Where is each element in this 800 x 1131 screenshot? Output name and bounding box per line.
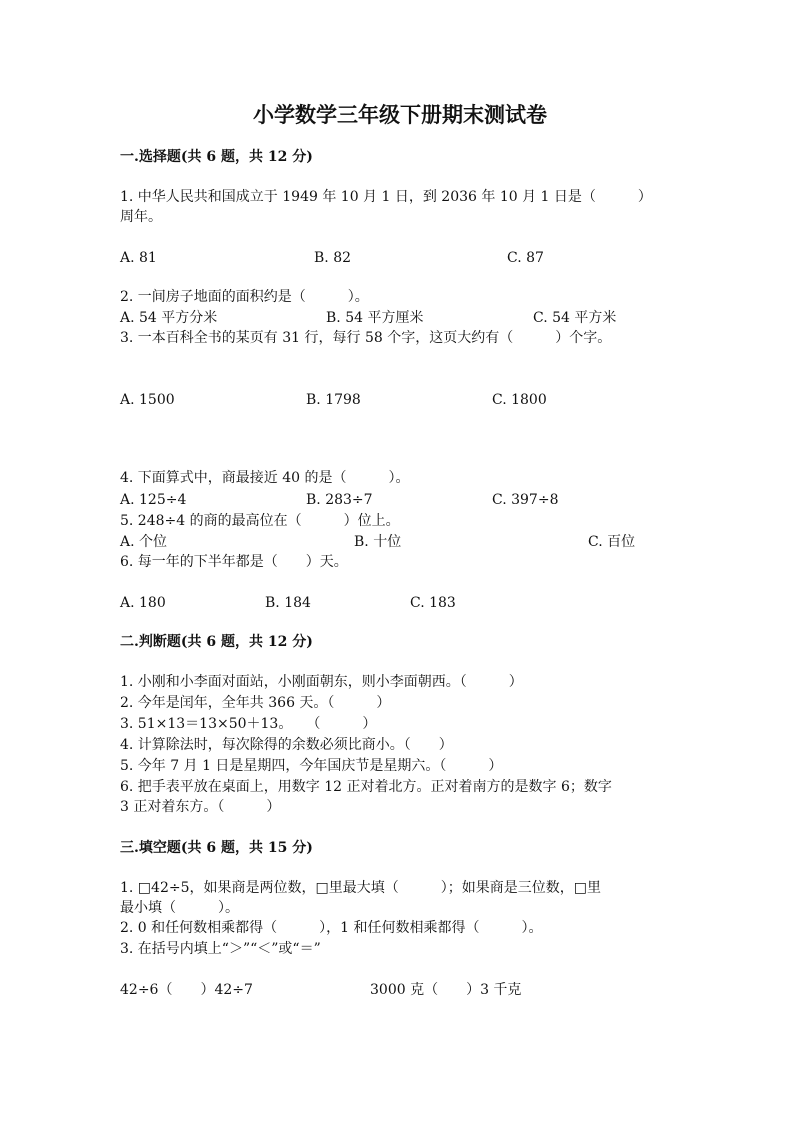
option-c: C. 397÷8 <box>492 492 559 508</box>
option-b: B. 十位 <box>354 534 402 550</box>
statement-text: 2. 今年是闰年，全年共 366 天。（ ） <box>120 695 391 711</box>
section-heading-fill: 三.填空题(共 6 题，共 15 分) <box>120 840 313 856</box>
question-text: 周年。 <box>120 209 162 225</box>
option-b: B. 184 <box>265 595 311 611</box>
statement-text: 4. 计算除法时，每次除得的余数必须比商小。（ ） <box>120 737 453 753</box>
question-text: 6. 每一年的下半年都是（ ）天。 <box>120 554 348 570</box>
option-c: C. 183 <box>410 595 456 611</box>
option-b: B. 1798 <box>306 392 361 408</box>
page-title: 小学数学三年级下册期末测试卷 <box>253 102 547 127</box>
option-c: C. 87 <box>507 250 544 266</box>
fill-question-text: 3. 在括号内填上“＞”“＜”或“＝” <box>120 941 321 957</box>
statement-text: 3. 51×13＝13×50＋13。 （ ） <box>120 716 377 732</box>
statement-text: 6. 把手表平放在桌面上，用数字 12 正对着北方。正对着南方的是数字 6；数字 <box>120 779 612 795</box>
option-a: A. 125÷4 <box>120 492 187 508</box>
option-a: A. 81 <box>120 250 157 266</box>
option-c: C. 百位 <box>588 534 636 550</box>
section-heading-judge: 二.判断题(共 6 题，共 12 分) <box>120 634 313 650</box>
question-text: 4. 下面算式中，商最接近 40 的是（ ）。 <box>120 470 410 486</box>
question-text: 1. 中华人民共和国成立于 1949 年 10 月 1 日，到 2036 年 10 月 1 日是（ ） <box>120 189 652 205</box>
option-b: B. 54 平方厘米 <box>326 310 424 326</box>
option-a: A. 54 平方分米 <box>120 310 218 326</box>
fill-question-text: 2. 0 和任何数相乘都得（ ），1 和任何数相乘都得（ ）。 <box>120 920 543 936</box>
option-b: B. 82 <box>314 250 352 266</box>
option-b: B. 283÷7 <box>306 492 373 508</box>
statement-text: 5. 今年 7 月 1 日是星期四，今年国庆节是星期六。（ ） <box>120 758 503 774</box>
section-heading-choice: 一.选择题(共 6 题，共 12 分) <box>120 149 313 165</box>
question-text: 5. 248÷4 的商的最高位在（ ）位上。 <box>120 513 400 529</box>
question-text: 3. 一本百科全书的某页有 31 行，每行 58 个字，这页大约有（ ）个字。 <box>120 330 612 346</box>
question-text: 2. 一间房子地面的面积约是（ ）。 <box>120 289 369 305</box>
fill-question-text: 最小填（ ）。 <box>120 900 239 916</box>
statement-text: 3 正对着东方。（ ） <box>120 799 281 815</box>
option-c: C. 54 平方米 <box>533 310 617 326</box>
option-a: A. 个位 <box>120 534 168 550</box>
fill-question-text: 1. □42÷5，如果商是两位数，□里最大填（ ）；如果商是三位数，□里 <box>120 880 601 896</box>
statement-text: 1. 小刚和小李面对面站，小刚面朝东，则小李面朝西。（ ） <box>120 674 523 690</box>
option-c: C. 1800 <box>492 392 547 408</box>
option-a: A. 180 <box>120 595 166 611</box>
compare-item: 42÷6（ ）42÷7 <box>120 982 253 998</box>
option-a: A. 1500 <box>120 392 175 408</box>
compare-item: 3000 克（ ）3 千克 <box>370 982 522 998</box>
